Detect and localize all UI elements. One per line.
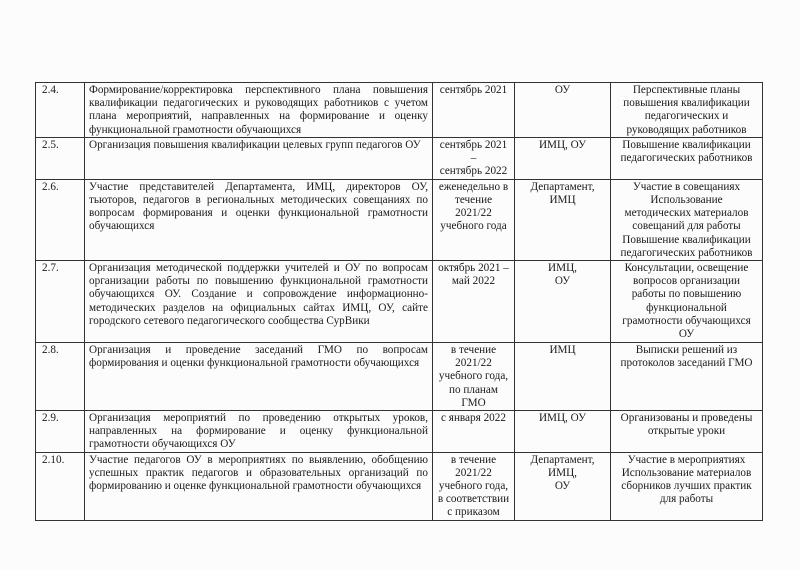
deadline-line: учебного года: [440, 220, 507, 233]
table-row: [36, 83, 763, 138]
result-line: педагогических работников: [620, 152, 753, 165]
table-row: [36, 261, 763, 343]
item-description: Участие представителей Департамента, ИМЦ, директоров ОУ, тьюторов, педагогов в региональных методических совещаниях по вопросам формирования и оценки функциональной грамотности обучающихся: [85, 179, 433, 260]
responsible-line: ИМЦ: [549, 344, 576, 357]
deadline-line: сентябрь 2022: [439, 165, 508, 178]
result-line: открытые уроки: [647, 425, 726, 438]
item-number: 2.10.: [36, 452, 85, 520]
result-line: ОУ: [678, 328, 695, 341]
result-line: Выписки решений из: [635, 344, 738, 357]
item-result: [611, 179, 763, 260]
item-responsible: [515, 452, 611, 520]
table-row: [36, 179, 763, 260]
action-plan-table: [35, 82, 763, 521]
item-description: Участие педагогов ОУ в мероприятиях по выявлению, обобщению успешных практик педагогов и образовательных организаций по формированию и оценке функциональной грамотности обучающихся: [85, 452, 433, 520]
item-number: 2.6.: [36, 179, 85, 260]
result-line: повышения квалификации: [623, 97, 750, 110]
responsible-line: ОУ: [554, 275, 571, 288]
item-result: [611, 452, 763, 520]
deadline-line: сентябрь 2021: [439, 84, 508, 96]
result-line: Консультации, освещение: [624, 262, 749, 275]
item-deadline: [433, 411, 515, 453]
deadline-line: 2021/22: [455, 357, 492, 370]
result-line: функциональной: [646, 301, 727, 314]
result-line: педагогических работников: [620, 246, 753, 259]
deadline-line: течение: [454, 194, 493, 207]
item-number: 2.9.: [36, 411, 85, 453]
deadline-line: в течение: [450, 453, 497, 466]
item-description: Организация мероприятий по проведению открытых уроков, направленных на формирование и оценку функциональной грамотности обучающихся ОУ: [85, 411, 433, 453]
responsible-line: ИМЦ, ОУ: [538, 412, 587, 425]
responsible-line: ИМЦ, ОУ: [538, 138, 587, 151]
responsible-line: Департамент,: [530, 180, 595, 193]
item-responsible: [515, 261, 611, 343]
item-deadline: [433, 137, 515, 179]
responsible-line: ИМЦ: [549, 194, 576, 207]
deadline-line: октябрь 2021 –: [438, 262, 509, 275]
responsible-line: ИМЦ,: [548, 262, 577, 275]
table-row: [36, 452, 763, 520]
item-result: [611, 261, 763, 343]
item-result: [611, 411, 763, 453]
result-line: Повышение квалификации: [622, 138, 751, 151]
result-line: Перспективные планы: [632, 84, 741, 96]
result-line: совещаний для работы: [632, 220, 741, 233]
table-row: [36, 411, 763, 453]
deadline-line: с приказом: [447, 506, 500, 519]
result-line: Участие в совещаниях: [632, 180, 741, 193]
result-line: методических материалов: [624, 207, 749, 220]
deadline-line: ГМО: [461, 396, 486, 409]
item-responsible: [515, 83, 611, 138]
item-deadline: [433, 83, 515, 138]
item-result: [611, 137, 763, 179]
result-line: для работы: [659, 493, 714, 506]
table-row: [36, 343, 763, 411]
responsible-line: ИМЦ,: [548, 466, 577, 479]
result-line: Организованы и проведены: [620, 412, 753, 425]
item-responsible: [515, 343, 611, 411]
table-row: [36, 137, 763, 179]
deadline-line: май 2022: [451, 275, 496, 288]
result-line: Повышение квалификации: [622, 233, 751, 246]
result-line: сборников лучших практик: [621, 480, 752, 493]
deadline-line: с января 2022: [441, 412, 506, 425]
deadline-line: 2021/22: [455, 207, 492, 220]
item-deadline: [433, 343, 515, 411]
deadline-line: учебного года,: [438, 370, 509, 383]
item-number: 2.7.: [36, 261, 85, 343]
responsible-line: Департамент,: [530, 453, 595, 466]
result-line: Использование материалов: [621, 466, 752, 479]
result-line: работы по повышению: [631, 288, 742, 301]
result-line: руководящих работников: [626, 123, 747, 136]
item-deadline: [433, 452, 515, 520]
item-number: 2.4.: [36, 83, 85, 138]
item-description: Организация методической поддержки учителей и ОУ по вопросам организации работы по повышению функциональной грамотности обучающихся ОУ. Создание и сопровождение информационно-методических разделов на официальных сайтах ИМЦ, ОУ, сайте городского сетевого педагогического сообщества СурВики: [85, 261, 433, 343]
deadline-line: 2021/22: [455, 466, 492, 479]
result-line: протоколов заседаний ГМО: [620, 357, 753, 370]
deadline-line: еженедельно в: [438, 180, 509, 193]
result-line: грамотности обучающихся: [622, 314, 751, 327]
result-line: педагогических и: [644, 110, 729, 123]
deadline-line: –: [470, 152, 477, 165]
item-description: Организация повышения квалификации целевых групп педагогов ОУ: [85, 137, 433, 179]
responsible-line: ОУ: [554, 84, 571, 96]
deadline-line: учебного года,: [438, 480, 509, 493]
item-result: [611, 343, 763, 411]
item-deadline: [433, 179, 515, 260]
result-line: Использование: [650, 194, 723, 207]
deadline-line: в соответствии: [437, 493, 510, 506]
result-line: Участие в мероприятиях: [627, 453, 746, 466]
table-body: [36, 83, 763, 521]
deadline-line: в течение: [450, 344, 497, 357]
item-number: 2.8.: [36, 343, 85, 411]
item-responsible: [515, 179, 611, 260]
item-description: Формирование/корректировка перспективного плана повышения квалификации педагогических и руководящих работников с учетом плана мероприятий, направленных на формирование и оценку функциональной грамотности обучающихся: [85, 83, 433, 138]
deadline-line: сентябрь 2021: [439, 138, 508, 151]
item-responsible: [515, 137, 611, 179]
deadline-line: по планам: [449, 383, 498, 396]
item-result: [611, 83, 763, 138]
item-deadline: [433, 261, 515, 343]
responsible-line: ОУ: [554, 480, 571, 493]
item-description: Организация и проведение заседаний ГМО по вопросам формирования и оценки функциональной грамотности обучающихся: [85, 343, 433, 411]
result-line: вопросов организации: [633, 275, 740, 288]
item-responsible: [515, 411, 611, 453]
item-number: 2.5.: [36, 137, 85, 179]
